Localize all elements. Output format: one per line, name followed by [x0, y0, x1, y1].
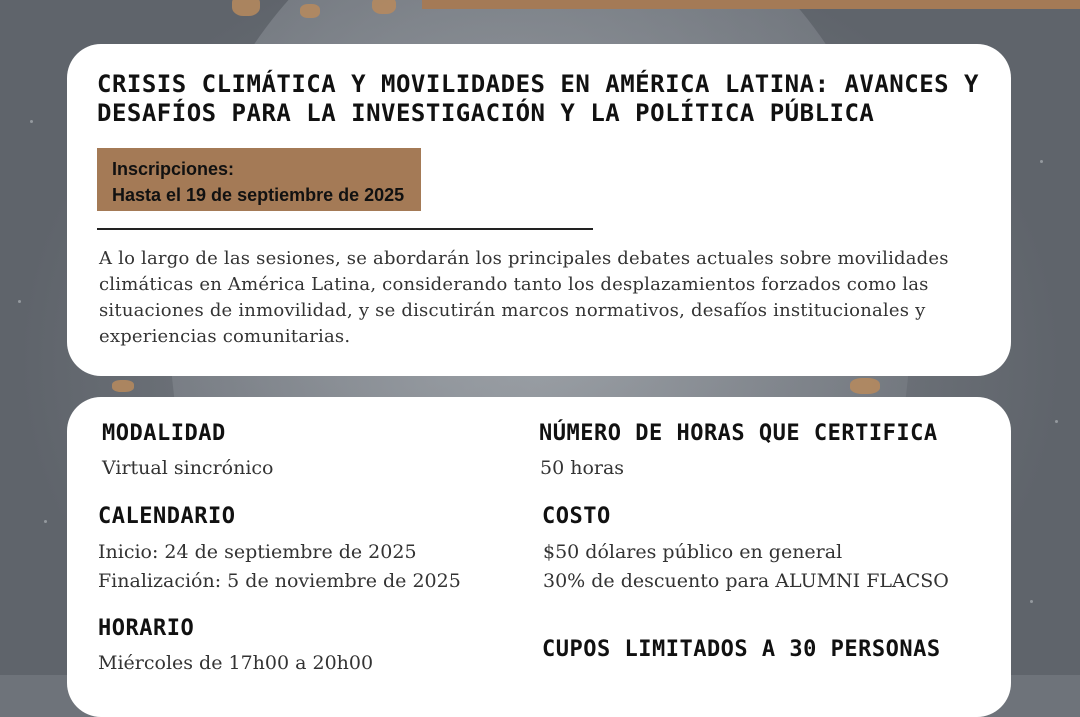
star-speck [44, 520, 47, 523]
course-title-line2: DESAFÍOS PARA LA INVESTIGACIÓN Y LA POLÍTICA PÚBLICA [97, 99, 875, 127]
star-speck [1055, 420, 1058, 423]
description-line3: situaciones de inmovilidad, y se discutirán marcos normativos, desafíos institucionales y [99, 300, 926, 321]
registration-label: Inscripciones: [112, 159, 235, 179]
description-line1: A lo largo de las sesiones, se abordarán los principales debates actuales sobre movilidades [99, 248, 949, 269]
course-details-card [67, 397, 1011, 717]
costo-general: $50 dólares público en general [543, 541, 843, 563]
costo-alumni: 30% de descuento para ALUMNI FLACSO [543, 570, 949, 592]
decorative-blob [372, 0, 396, 14]
star-speck [30, 120, 33, 123]
horas-value: 50 horas [540, 457, 625, 479]
registration-badge [97, 148, 421, 211]
horario-label: HORARIO [98, 616, 195, 641]
description-line4: experiencias comunitarias. [99, 326, 351, 347]
calendario-fin: Finalización: 5 de noviembre de 2025 [98, 570, 461, 592]
star-speck [18, 300, 21, 303]
calendario-inicio: Inicio: 24 de septiembre de 2025 [98, 541, 417, 563]
course-title-line1: CRISIS CLIMÁTICA Y MOVILIDADES EN AMÉRICA LATINA: AVANCES Y [97, 70, 980, 98]
modalidad-label: MODALIDAD [102, 421, 226, 446]
course-title [97, 70, 997, 128]
decorative-blob [850, 378, 880, 394]
divider-line [97, 228, 593, 230]
course-description [99, 246, 979, 350]
modalidad-value: Virtual sincrónico [102, 457, 274, 479]
decorative-blob [300, 4, 320, 18]
cupos-label: CUPOS LIMITADOS A 30 PERSONAS [542, 637, 941, 662]
decorative-blob [112, 380, 134, 392]
star-speck [1030, 600, 1033, 603]
description-line2: climáticas en América Latina, considerando tanto los desplazamientos forzados como las [99, 274, 929, 295]
horario-value: Miércoles de 17h00 a 20h00 [98, 652, 374, 674]
decorative-blob [232, 0, 260, 16]
top-accent-bar [422, 0, 1080, 9]
course-intro-card [67, 44, 1011, 376]
registration-deadline: Hasta el 19 de septiembre de 2025 [112, 185, 405, 205]
horas-label: NÚMERO DE HORAS QUE CERTIFICA [539, 421, 938, 446]
star-speck [1040, 160, 1043, 163]
costo-label: COSTO [542, 504, 611, 529]
calendario-label: CALENDARIO [98, 504, 236, 529]
